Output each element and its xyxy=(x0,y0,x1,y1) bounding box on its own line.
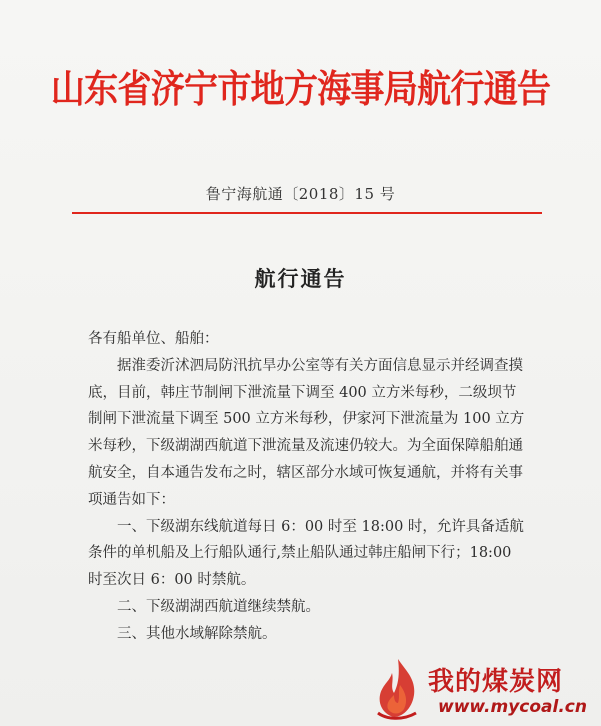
salutation: 各有船单位、船舶： xyxy=(88,331,219,347)
body-paragraph-item-3: 三、其他水域解除禁航。 xyxy=(117,625,277,642)
watermark-site-url: www.mycoal.cn xyxy=(438,697,587,717)
body-paragraph-item-1: 一、下级湖东线航道每日 6：00 时至 18:00 时，允许具备适航条件的单机船及上行船队通行,禁止船队通过韩庄船闸下行；18:00 时至次日 6：00 时禁航。 xyxy=(88,518,524,589)
flame-logo-icon xyxy=(372,655,424,721)
document-number: 鲁宁海航通〔2018〕15 号 xyxy=(205,185,396,203)
notice-title: 航行通告 xyxy=(254,266,347,291)
notice-body xyxy=(88,326,528,648)
body-paragraph-item-2: 二、下级湖湖西航道继续禁航。 xyxy=(117,598,320,615)
red-divider-line xyxy=(72,212,542,214)
watermark-site-name: 我的煤炭网 xyxy=(428,667,564,697)
site-watermark xyxy=(372,655,598,723)
issuer-header-title: 山东省济宁市地方海事局航行通告 xyxy=(50,66,551,111)
body-paragraph-intro: 据淮委沂沭泗局防汛抗旱办公室等有关方面信息显示并经调查摸底，目前，韩庄节制闸下泄流量下调至 400 立方米每秒，二级坝节制闸下泄流量下调至 500 立方米每秒，伊家河下泄流量为 100 立方米每秒，下级湖湖西航道下泄流量及流速仍较大。为全面保障船舶通航安全，自本通告发布之时，辖区部分水域可恢复通航，并将有关事项通告如下： xyxy=(88,357,525,508)
